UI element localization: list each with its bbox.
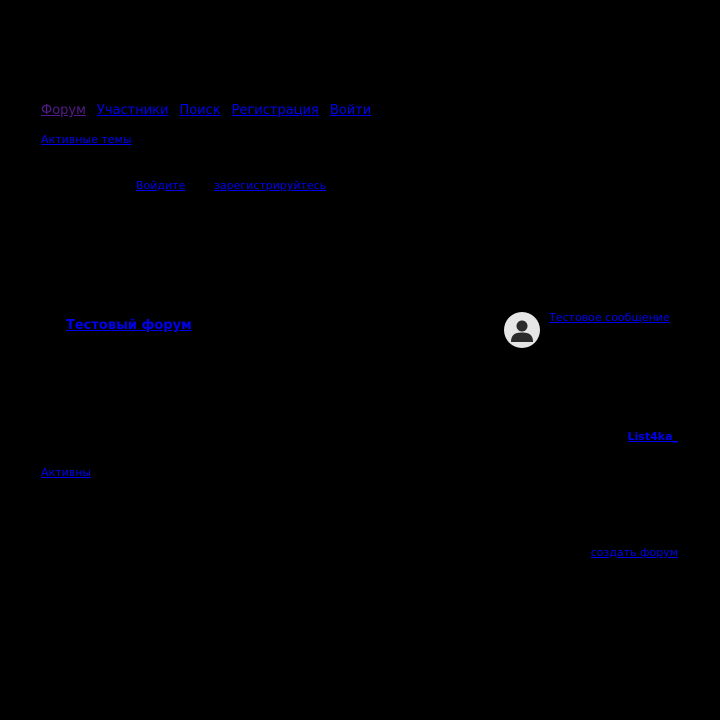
- forum-title-link[interactable]: Тестовый форум: [66, 318, 192, 333]
- nav-members-link[interactable]: Участники: [96, 103, 169, 118]
- last-post-user-link[interactable]: List4ka_: [627, 430, 678, 443]
- nav-search-link[interactable]: Поиск: [179, 103, 221, 118]
- nav-login-link[interactable]: Войти: [329, 103, 372, 118]
- create-forum-link[interactable]: создать форум: [590, 546, 678, 559]
- guest-login-link[interactable]: Войдите: [136, 179, 186, 192]
- user-avatar[interactable]: [504, 312, 540, 348]
- guest-register-link[interactable]: зарегистрируйтесь: [214, 179, 327, 192]
- actives-link[interactable]: Активны: [41, 466, 92, 479]
- nav-forum-link[interactable]: Форум: [41, 103, 86, 118]
- last-post-link[interactable]: Тестовое сообщение: [549, 311, 670, 324]
- default-user-icon: [504, 312, 540, 348]
- nav-register-link[interactable]: Регистрация: [231, 103, 319, 118]
- main-nav: [41, 103, 382, 119]
- active-topics-link[interactable]: Активные темы: [41, 133, 132, 146]
